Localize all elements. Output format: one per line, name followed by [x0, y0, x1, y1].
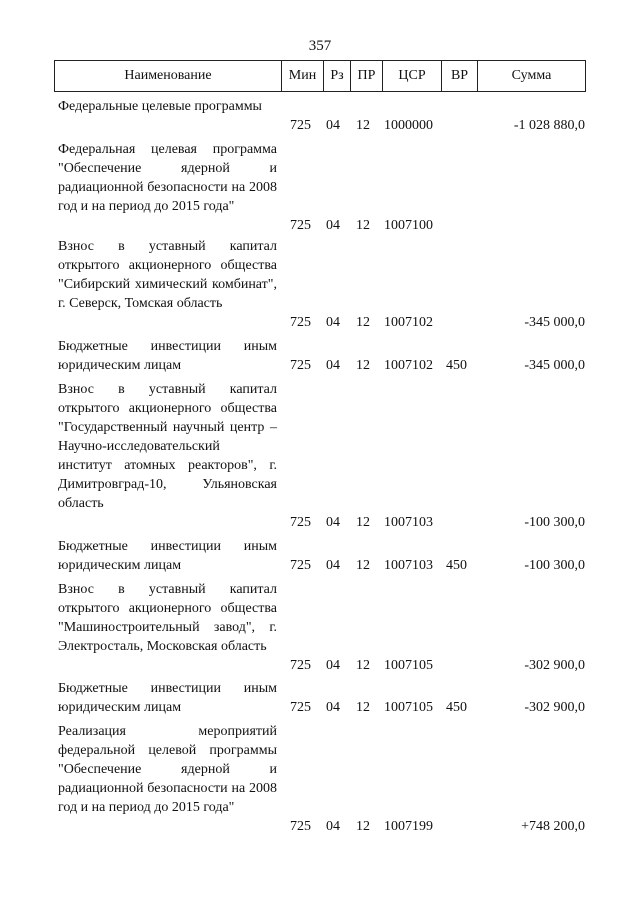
- row-sum: -1 028 880,0: [513, 118, 585, 133]
- row-vr: [446, 313, 476, 332]
- row-name: Взнос в уставный капитал открытого акционерного общества "Государственный научный центр – Научно-исследовательский институт атомных реакторов", г. Димитровград-10, Ульяновская область: [58, 382, 277, 511]
- row-csr: 1007100: [384, 218, 433, 233]
- row-vr: 450: [446, 558, 467, 573]
- row-name: Федеральные целевые программы: [58, 99, 262, 114]
- header-min: Мин: [281, 61, 323, 91]
- row-rz: 04: [326, 118, 340, 133]
- row-rz: 04: [326, 315, 340, 330]
- table-row: [0, 380, 640, 532]
- row-sum: [480, 216, 585, 235]
- header-rz: Рз: [323, 61, 350, 91]
- row-min: 725: [290, 218, 311, 233]
- row-vr: [446, 513, 476, 532]
- table-row: [0, 679, 640, 717]
- row-rz: 04: [326, 515, 340, 530]
- table-row: [0, 537, 640, 575]
- row-vr: [446, 216, 476, 235]
- row-name: Бюджетные инвестиции иным юридическим лицам: [58, 681, 277, 715]
- row-csr: 1007199: [384, 819, 433, 834]
- row-sum: -100 300,0: [524, 515, 585, 530]
- row-rz: 04: [326, 658, 340, 673]
- row-min: 725: [290, 819, 311, 834]
- row-pr: 12: [356, 558, 370, 573]
- row-min: 725: [290, 700, 311, 715]
- row-name: Взнос в уставный капитал открытого акционерного общества "Сибирский химический комбинат", г. Северск, Томская область: [58, 239, 277, 311]
- row-sum: -302 900,0: [524, 658, 585, 673]
- row-min: 725: [290, 515, 311, 530]
- row-rz: 04: [326, 218, 340, 233]
- row-pr: 12: [356, 515, 370, 530]
- table-row: [0, 97, 640, 135]
- row-min: 725: [290, 358, 311, 373]
- table-row: [0, 140, 640, 235]
- header-name: Наименование: [124, 68, 212, 83]
- row-vr: [446, 656, 476, 675]
- row-min: 725: [290, 118, 311, 133]
- table-row: [0, 722, 640, 836]
- row-name: Федеральная целевая программа "Обеспечение ядерной и радиационной безопасности на 2008 год и на период до 2015 года": [58, 142, 277, 214]
- header-pr: ПР: [350, 61, 382, 91]
- row-rz: 04: [326, 700, 340, 715]
- header-vr: ВР: [441, 61, 477, 91]
- row-sum: +748 200,0: [521, 819, 585, 834]
- row-csr: 1007105: [384, 700, 433, 715]
- row-csr: 1000000: [384, 118, 433, 133]
- row-pr: 12: [356, 700, 370, 715]
- page-number: 357: [308, 38, 332, 54]
- header-csr: ЦСР: [382, 61, 441, 91]
- row-rz: 04: [326, 358, 340, 373]
- row-pr: 12: [356, 658, 370, 673]
- row-rz: 04: [326, 558, 340, 573]
- table-row: [0, 237, 640, 332]
- row-sum: -345 000,0: [524, 358, 585, 373]
- row-pr: 12: [356, 118, 370, 133]
- row-pr: 12: [356, 218, 370, 233]
- row-vr: [446, 116, 476, 135]
- row-pr: 12: [356, 315, 370, 330]
- row-vr: [446, 817, 476, 836]
- row-pr: 12: [356, 819, 370, 834]
- row-pr: 12: [356, 358, 370, 373]
- row-name: Бюджетные инвестиции иным юридическим лицам: [58, 339, 277, 373]
- table-row: [0, 580, 640, 675]
- row-csr: 1007103: [384, 558, 433, 573]
- row-vr: 450: [446, 358, 467, 373]
- row-sum: -100 300,0: [524, 558, 585, 573]
- row-min: 725: [290, 315, 311, 330]
- row-csr: 1007102: [384, 315, 433, 330]
- row-name: Реализация мероприятий федеральной целевой программы "Обеспечение ядерной и радиационной безопасности на 2008 год и на период до 2015 года": [58, 724, 277, 815]
- row-name: Бюджетные инвестиции иным юридическим лицам: [58, 539, 277, 573]
- row-sum: -345 000,0: [524, 315, 585, 330]
- table-header: [54, 60, 586, 92]
- row-csr: 1007103: [384, 515, 433, 530]
- row-name: Взнос в уставный капитал открытого акционерного общества "Машиностроительный завод", г. Электросталь, Московская область: [58, 582, 277, 654]
- row-sum: -302 900,0: [524, 700, 585, 715]
- row-csr: 1007102: [384, 358, 433, 373]
- row-rz: 04: [326, 819, 340, 834]
- row-csr: 1007105: [384, 658, 433, 673]
- row-min: 725: [290, 558, 311, 573]
- header-sum: Сумма: [477, 61, 585, 91]
- row-vr: 450: [446, 700, 467, 715]
- row-min: 725: [290, 658, 311, 673]
- table-row: [0, 337, 640, 375]
